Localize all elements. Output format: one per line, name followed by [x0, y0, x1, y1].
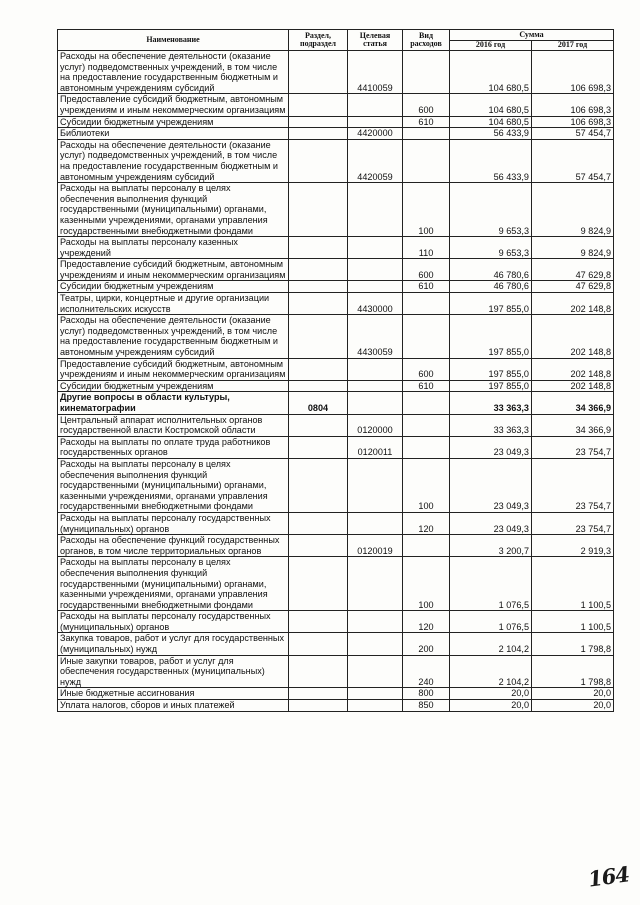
row-section [289, 557, 348, 611]
row-expense-type: 600 [403, 259, 450, 281]
row-section [289, 293, 348, 315]
row-article [348, 392, 403, 414]
row-article: 4430059 [348, 315, 403, 358]
row-sum-2016: 46 780,6 [450, 259, 532, 281]
budget-page [57, 29, 613, 712]
row-sum-2016: 23 049,3 [450, 436, 532, 458]
row-expense-type: 200 [403, 633, 450, 655]
row-name: Расходы на выплаты персоналу в целях обеспечения выполнения функций государственными (муниципальными) органами, казенными учреждениями, органами управления государственными внебюджетными фондами [58, 458, 289, 512]
row-sum-2017: 34 366,9 [532, 414, 614, 436]
row-section [289, 315, 348, 358]
row-name: Расходы на обеспечение функций государственных органов, в том числе территориальных органов [58, 535, 289, 557]
row-section [289, 358, 348, 380]
row-name: Театры, цирки, концертные и другие организации исполнительских искусств [58, 293, 289, 315]
row-expense-type: 120 [403, 611, 450, 633]
row-sum-2017: 202 148,8 [532, 293, 614, 315]
row-article: 0120019 [348, 535, 403, 557]
row-section [289, 688, 348, 700]
row-article [348, 633, 403, 655]
table-row [58, 128, 614, 140]
row-expense-type: 610 [403, 380, 450, 392]
row-article [348, 458, 403, 512]
table-row [58, 237, 614, 259]
row-section [289, 380, 348, 392]
row-sum-2017: 1 100,5 [532, 557, 614, 611]
table-row [58, 512, 614, 534]
row-sum-2016: 104 680,5 [450, 51, 532, 94]
row-section [289, 94, 348, 116]
row-expense-type: 240 [403, 655, 450, 688]
table-row [58, 139, 614, 182]
row-sum-2016: 2 104,2 [450, 655, 532, 688]
row-sum-2016: 9 653,3 [450, 183, 532, 237]
row-name: Уплата налогов, сборов и иных платежей [58, 700, 289, 712]
row-expense-type [403, 293, 450, 315]
table-row [58, 633, 614, 655]
row-sum-2017: 106 698,3 [532, 94, 614, 116]
budget-table [57, 29, 614, 712]
row-article: 4420000 [348, 128, 403, 140]
row-sum-2017: 202 148,8 [532, 315, 614, 358]
row-expense-type: 100 [403, 458, 450, 512]
row-section [289, 512, 348, 534]
row-expense-type: 610 [403, 281, 450, 293]
row-sum-2017: 23 754,7 [532, 458, 614, 512]
row-name: Расходы на выплаты персоналу государственных (муниципальных) органов [58, 611, 289, 633]
row-section [289, 183, 348, 237]
row-sum-2016: 197 855,0 [450, 293, 532, 315]
row-section [289, 655, 348, 688]
row-sum-2017: 1 798,8 [532, 633, 614, 655]
row-expense-type [403, 535, 450, 557]
header-year-2017: 2017 год [532, 41, 614, 51]
row-expense-type: 610 [403, 116, 450, 128]
row-sum-2017: 2 919,3 [532, 535, 614, 557]
table-row [58, 392, 614, 414]
row-name: Предоставление субсидий бюджетным, автономным учреждениям и иным некоммерческим организациям [58, 94, 289, 116]
row-section [289, 700, 348, 712]
row-expense-type: 800 [403, 688, 450, 700]
handwritten-page-number: 164 [586, 861, 631, 892]
table-row [58, 259, 614, 281]
table-row [58, 700, 614, 712]
row-section [289, 458, 348, 512]
table-row [58, 293, 614, 315]
row-sum-2016: 197 855,0 [450, 380, 532, 392]
row-name: Библиотеки [58, 128, 289, 140]
row-name: Предоставление субсидий бюджетным, автономным учреждениям и иным некоммерческим организациям [58, 259, 289, 281]
row-expense-type: 100 [403, 183, 450, 237]
table-row [58, 183, 614, 237]
row-section: 0804 [289, 392, 348, 414]
table-row [58, 51, 614, 94]
row-article [348, 237, 403, 259]
row-sum-2016: 197 855,0 [450, 358, 532, 380]
row-name: Иные бюджетные ассигнования [58, 688, 289, 700]
row-section [289, 436, 348, 458]
row-section [289, 633, 348, 655]
table-row [58, 380, 614, 392]
row-name: Расходы на выплаты по оплате труда работников государственных органов [58, 436, 289, 458]
row-sum-2016: 20,0 [450, 700, 532, 712]
header-sum: Сумма [450, 30, 614, 41]
row-sum-2017: 20,0 [532, 688, 614, 700]
row-section [289, 128, 348, 140]
row-sum-2017: 23 754,7 [532, 436, 614, 458]
table-row [58, 557, 614, 611]
table-row [58, 535, 614, 557]
row-section [289, 51, 348, 94]
row-expense-type [403, 414, 450, 436]
row-sum-2017: 9 824,9 [532, 237, 614, 259]
row-name: Субсидии бюджетным учреждениям [58, 116, 289, 128]
row-article [348, 512, 403, 534]
header-article: Целевая статья [348, 30, 403, 51]
table-row [58, 414, 614, 436]
row-expense-type: 600 [403, 94, 450, 116]
table-row [58, 655, 614, 688]
row-sum-2017: 23 754,7 [532, 512, 614, 534]
row-section [289, 414, 348, 436]
header-section: Раздел, подраздел [289, 30, 348, 51]
table-row [58, 94, 614, 116]
row-article [348, 655, 403, 688]
header-name: Наименование [58, 30, 289, 51]
row-sum-2016: 33 363,3 [450, 414, 532, 436]
table-row [58, 436, 614, 458]
row-sum-2016: 56 433,9 [450, 128, 532, 140]
row-expense-type [403, 392, 450, 414]
row-article [348, 183, 403, 237]
row-sum-2016: 1 076,5 [450, 611, 532, 633]
row-name: Закупка товаров, работ и услуг для государственных (муниципальных) нужд [58, 633, 289, 655]
row-sum-2017: 57 454,7 [532, 139, 614, 182]
row-section [289, 116, 348, 128]
row-expense-type [403, 315, 450, 358]
row-section [289, 281, 348, 293]
row-sum-2016: 23 049,3 [450, 512, 532, 534]
row-sum-2016: 9 653,3 [450, 237, 532, 259]
row-article [348, 611, 403, 633]
table-body [58, 51, 614, 712]
table-row [58, 116, 614, 128]
row-expense-type: 850 [403, 700, 450, 712]
row-expense-type: 100 [403, 557, 450, 611]
row-expense-type: 120 [403, 512, 450, 534]
row-section [289, 611, 348, 633]
row-name: Предоставление субсидий бюджетным, автономным учреждениям и иным некоммерческим организациям [58, 358, 289, 380]
row-sum-2017: 1 100,5 [532, 611, 614, 633]
row-sum-2016: 3 200,7 [450, 535, 532, 557]
row-article [348, 358, 403, 380]
row-name: Иные закупки товаров, работ и услуг для обеспечения государственных (муниципальных) нужд [58, 655, 289, 688]
row-article: 0120011 [348, 436, 403, 458]
row-sum-2016: 104 680,5 [450, 116, 532, 128]
row-article [348, 259, 403, 281]
row-article [348, 380, 403, 392]
row-sum-2017: 9 824,9 [532, 183, 614, 237]
row-article: 4430000 [348, 293, 403, 315]
row-expense-type [403, 128, 450, 140]
row-article [348, 281, 403, 293]
row-section [289, 259, 348, 281]
row-sum-2017: 20,0 [532, 700, 614, 712]
row-article: 0120000 [348, 414, 403, 436]
header-year-2016: 2016 год [450, 41, 532, 51]
row-sum-2017: 106 698,3 [532, 51, 614, 94]
row-sum-2017: 47 629,8 [532, 259, 614, 281]
table-row [58, 281, 614, 293]
row-sum-2016: 2 104,2 [450, 633, 532, 655]
row-name: Расходы на обеспечение деятельности (оказание услуг) подведомственных учреждений, в том числе на предоставление государственным бюджетным и автономным учреждениям субсидий [58, 315, 289, 358]
row-name: Расходы на обеспечение деятельности (оказание услуг) подведомственных учреждений, в том числе на предоставление государственным бюджетным и автономным учреждениям субсидий [58, 51, 289, 94]
row-name: Субсидии бюджетным учреждениям [58, 281, 289, 293]
table-header [58, 30, 614, 51]
row-sum-2016: 104 680,5 [450, 94, 532, 116]
row-name: Субсидии бюджетным учреждениям [58, 380, 289, 392]
row-expense-type [403, 436, 450, 458]
header-expense-type: Вид расходов [403, 30, 450, 51]
row-section [289, 139, 348, 182]
row-sum-2017: 106 698,3 [532, 116, 614, 128]
table-row [58, 688, 614, 700]
row-sum-2017: 202 148,8 [532, 358, 614, 380]
row-article [348, 688, 403, 700]
row-sum-2016: 1 076,5 [450, 557, 532, 611]
row-name: Центральный аппарат исполнительных органов государственной власти Костромской области [58, 414, 289, 436]
row-expense-type: 600 [403, 358, 450, 380]
row-sum-2016: 23 049,3 [450, 458, 532, 512]
row-expense-type: 110 [403, 237, 450, 259]
row-sum-2016: 46 780,6 [450, 281, 532, 293]
table-row [58, 611, 614, 633]
row-article: 4410059 [348, 51, 403, 94]
row-name: Другие вопросы в области культуры, кинематографии [58, 392, 289, 414]
row-expense-type [403, 139, 450, 182]
row-name: Расходы на выплаты персоналу в целях обеспечения выполнения функций государственными (муниципальными) органами, казенными учреждениями, органами управления государственными внебюджетными фондами [58, 183, 289, 237]
row-article [348, 700, 403, 712]
table-row [58, 358, 614, 380]
table-row [58, 458, 614, 512]
row-article: 4420059 [348, 139, 403, 182]
row-sum-2017: 202 148,8 [532, 380, 614, 392]
row-sum-2017: 1 798,8 [532, 655, 614, 688]
row-name: Расходы на выплаты персоналу в целях обеспечения выполнения функций государственными (муниципальными) органами, казенными учреждениями, органами управления государственными внебюджетными фондами [58, 557, 289, 611]
row-name: Расходы на выплаты персоналу государственных (муниципальных) органов [58, 512, 289, 534]
row-sum-2016: 197 855,0 [450, 315, 532, 358]
row-sum-2016: 33 363,3 [450, 392, 532, 414]
row-article [348, 557, 403, 611]
row-sum-2016: 56 433,9 [450, 139, 532, 182]
table-row [58, 315, 614, 358]
row-expense-type [403, 51, 450, 94]
row-section [289, 237, 348, 259]
row-article [348, 116, 403, 128]
row-sum-2017: 47 629,8 [532, 281, 614, 293]
row-sum-2016: 20,0 [450, 688, 532, 700]
row-sum-2017: 34 366,9 [532, 392, 614, 414]
row-section [289, 535, 348, 557]
row-article [348, 94, 403, 116]
row-name: Расходы на выплаты персоналу казенных учреждений [58, 237, 289, 259]
row-sum-2017: 57 454,7 [532, 128, 614, 140]
row-name: Расходы на обеспечение деятельности (оказание услуг) подведомственных учреждений, в том числе на предоставление государственным бюджетным и автономным учреждениям субсидий [58, 139, 289, 182]
